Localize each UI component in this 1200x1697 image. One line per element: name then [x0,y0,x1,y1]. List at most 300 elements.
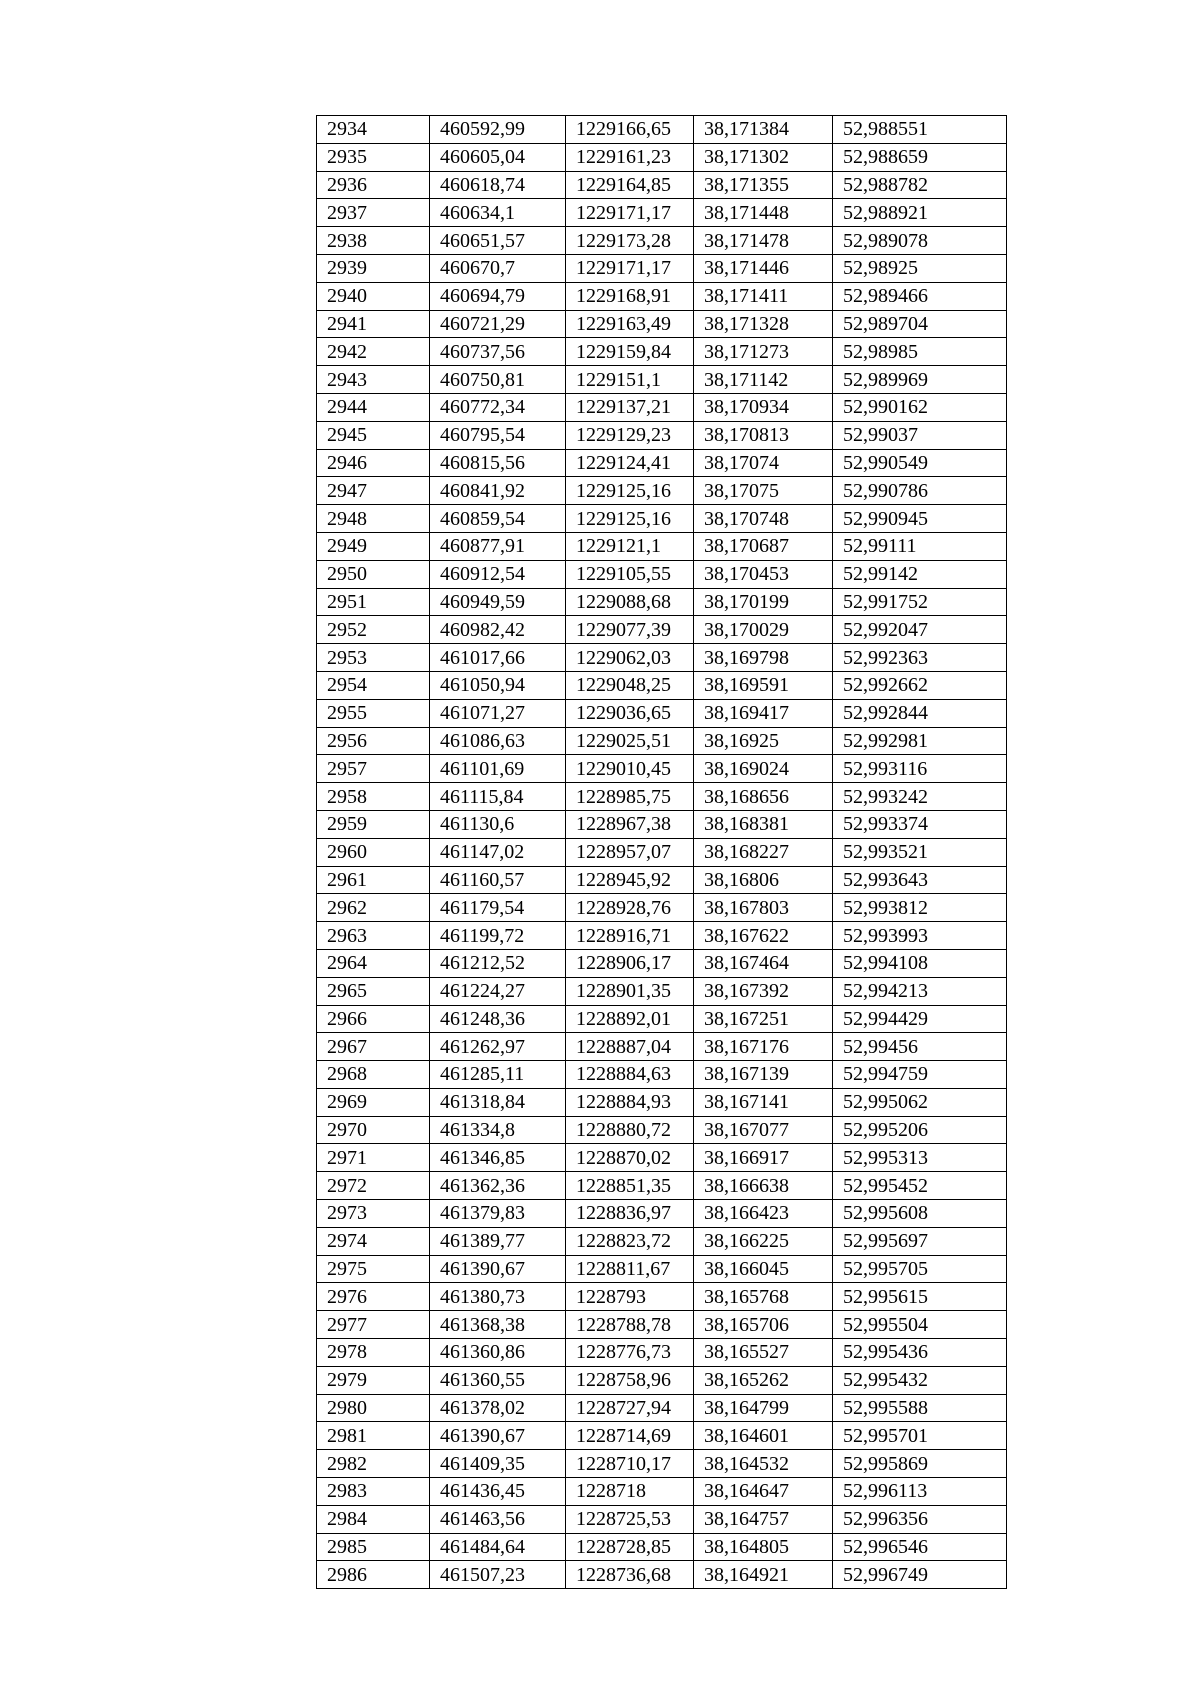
table-row [317,1450,1007,1478]
y-coordinate-cell: 1229125,16 [566,477,694,505]
latitude-cell: 52,995588 [833,1394,1007,1422]
table-row [317,1339,1007,1367]
table-row [317,894,1007,922]
x-coordinate-cell: 461071,27 [430,699,566,727]
latitude-cell: 52,995206 [833,1116,1007,1144]
x-coordinate-cell: 461360,86 [430,1339,566,1367]
point-number-cell: 2934 [317,116,430,144]
latitude-cell: 52,993993 [833,922,1007,950]
x-coordinate-cell: 460651,57 [430,227,566,255]
latitude-cell: 52,99142 [833,560,1007,588]
x-coordinate-cell: 460605,04 [430,143,566,171]
point-number-cell: 2935 [317,143,430,171]
x-coordinate-cell: 460694,79 [430,282,566,310]
x-coordinate-cell: 461368,38 [430,1311,566,1339]
longitude-cell: 38,170029 [694,616,833,644]
latitude-cell: 52,98925 [833,254,1007,282]
point-number-cell: 2972 [317,1172,430,1200]
latitude-cell: 52,989466 [833,282,1007,310]
table-row [317,1283,1007,1311]
point-number-cell: 2976 [317,1283,430,1311]
x-coordinate-cell: 461362,36 [430,1172,566,1200]
y-coordinate-cell: 1229166,65 [566,116,694,144]
longitude-cell: 38,166917 [694,1144,833,1172]
point-number-cell: 2944 [317,393,430,421]
y-coordinate-cell: 1228870,02 [566,1144,694,1172]
y-coordinate-cell: 1229168,91 [566,282,694,310]
latitude-cell: 52,992981 [833,727,1007,755]
table-row [317,949,1007,977]
longitude-cell: 38,170813 [694,421,833,449]
longitude-cell: 38,164647 [694,1478,833,1506]
y-coordinate-cell: 1229137,21 [566,393,694,421]
y-coordinate-cell: 1228957,07 [566,838,694,866]
longitude-cell: 38,170453 [694,560,833,588]
x-coordinate-cell: 460670,7 [430,254,566,282]
y-coordinate-cell: 1228945,92 [566,866,694,894]
table-row [317,1533,1007,1561]
point-number-cell: 2979 [317,1366,430,1394]
point-number-cell: 2938 [317,227,430,255]
y-coordinate-cell: 1228887,04 [566,1033,694,1061]
table-row [317,1366,1007,1394]
table-row [317,866,1007,894]
point-number-cell: 2966 [317,1005,430,1033]
x-coordinate-cell: 461017,66 [430,644,566,672]
table-row [317,1394,1007,1422]
longitude-cell: 38,17074 [694,449,833,477]
point-number-cell: 2961 [317,866,430,894]
y-coordinate-cell: 1229121,1 [566,532,694,560]
latitude-cell: 52,995432 [833,1366,1007,1394]
y-coordinate-cell: 1229010,45 [566,755,694,783]
table-row [317,1005,1007,1033]
x-coordinate-cell: 460982,42 [430,616,566,644]
table-row [317,393,1007,421]
longitude-cell: 38,165527 [694,1339,833,1367]
latitude-cell: 52,993812 [833,894,1007,922]
x-coordinate-cell: 461463,56 [430,1505,566,1533]
table-row [317,616,1007,644]
point-number-cell: 2946 [317,449,430,477]
x-coordinate-cell: 460737,56 [430,338,566,366]
longitude-cell: 38,170748 [694,505,833,533]
table-row [317,282,1007,310]
longitude-cell: 38,166225 [694,1227,833,1255]
longitude-cell: 38,165768 [694,1283,833,1311]
x-coordinate-cell: 461248,36 [430,1005,566,1033]
point-number-cell: 2982 [317,1450,430,1478]
point-number-cell: 2940 [317,282,430,310]
table-row [317,449,1007,477]
point-number-cell: 2983 [317,1478,430,1506]
latitude-cell: 52,989704 [833,310,1007,338]
table-row [317,1505,1007,1533]
y-coordinate-cell: 1229171,17 [566,254,694,282]
longitude-cell: 38,169024 [694,755,833,783]
y-coordinate-cell: 1229159,84 [566,338,694,366]
table-row [317,699,1007,727]
x-coordinate-cell: 461130,6 [430,810,566,838]
y-coordinate-cell: 1228906,17 [566,949,694,977]
point-number-cell: 2985 [317,1533,430,1561]
latitude-cell: 52,988551 [833,116,1007,144]
latitude-cell: 52,993521 [833,838,1007,866]
table-row [317,1422,1007,1450]
longitude-cell: 38,167464 [694,949,833,977]
latitude-cell: 52,988782 [833,171,1007,199]
x-coordinate-cell: 460592,99 [430,116,566,144]
x-coordinate-cell: 460859,54 [430,505,566,533]
y-coordinate-cell: 1229036,65 [566,699,694,727]
latitude-cell: 52,994108 [833,949,1007,977]
latitude-cell: 52,989078 [833,227,1007,255]
y-coordinate-cell: 1228727,94 [566,1394,694,1422]
longitude-cell: 38,171328 [694,310,833,338]
latitude-cell: 52,995504 [833,1311,1007,1339]
y-coordinate-cell: 1228880,72 [566,1116,694,1144]
point-number-cell: 2978 [317,1339,430,1367]
y-coordinate-cell: 1229129,23 [566,421,694,449]
point-number-cell: 2974 [317,1227,430,1255]
longitude-cell: 38,171384 [694,116,833,144]
x-coordinate-cell: 460750,81 [430,366,566,394]
longitude-cell: 38,16925 [694,727,833,755]
table-row [317,338,1007,366]
y-coordinate-cell: 1228916,71 [566,922,694,950]
table-row [317,171,1007,199]
point-number-cell: 2968 [317,1061,430,1089]
y-coordinate-cell: 1228725,53 [566,1505,694,1533]
latitude-cell: 52,995313 [833,1144,1007,1172]
table-row [317,1033,1007,1061]
longitude-cell: 38,171355 [694,171,833,199]
longitude-cell: 38,17075 [694,477,833,505]
x-coordinate-cell: 461160,57 [430,866,566,894]
longitude-cell: 38,167251 [694,1005,833,1033]
point-number-cell: 2955 [317,699,430,727]
table-row [317,783,1007,811]
table-row [317,727,1007,755]
latitude-cell: 52,993116 [833,755,1007,783]
coordinates-table-body [317,116,1007,1589]
longitude-cell: 38,170687 [694,532,833,560]
longitude-cell: 38,169417 [694,699,833,727]
x-coordinate-cell: 461390,67 [430,1255,566,1283]
table-row [317,1255,1007,1283]
y-coordinate-cell: 1229025,51 [566,727,694,755]
table-row [317,477,1007,505]
x-coordinate-cell: 461147,02 [430,838,566,866]
point-number-cell: 2964 [317,949,430,977]
table-row [317,1116,1007,1144]
x-coordinate-cell: 461334,8 [430,1116,566,1144]
longitude-cell: 38,164799 [694,1394,833,1422]
y-coordinate-cell: 1229077,39 [566,616,694,644]
latitude-cell: 52,990945 [833,505,1007,533]
latitude-cell: 52,996749 [833,1561,1007,1589]
y-coordinate-cell: 1229105,55 [566,560,694,588]
longitude-cell: 38,171446 [694,254,833,282]
y-coordinate-cell: 1229048,25 [566,671,694,699]
y-coordinate-cell: 1228714,69 [566,1422,694,1450]
point-number-cell: 2941 [317,310,430,338]
latitude-cell: 52,990549 [833,449,1007,477]
x-coordinate-cell: 461262,97 [430,1033,566,1061]
point-number-cell: 2986 [317,1561,430,1589]
point-number-cell: 2952 [317,616,430,644]
latitude-cell: 52,99037 [833,421,1007,449]
point-number-cell: 2977 [317,1311,430,1339]
x-coordinate-cell: 461318,84 [430,1088,566,1116]
y-coordinate-cell: 1228776,73 [566,1339,694,1367]
table-row [317,838,1007,866]
y-coordinate-cell: 1229171,17 [566,199,694,227]
x-coordinate-cell: 460618,74 [430,171,566,199]
longitude-cell: 38,166423 [694,1200,833,1228]
x-coordinate-cell: 461379,83 [430,1200,566,1228]
longitude-cell: 38,166638 [694,1172,833,1200]
point-number-cell: 2957 [317,755,430,783]
latitude-cell: 52,994213 [833,977,1007,1005]
point-number-cell: 2980 [317,1394,430,1422]
latitude-cell: 52,993643 [833,866,1007,894]
longitude-cell: 38,169591 [694,671,833,699]
table-row [317,755,1007,783]
point-number-cell: 2981 [317,1422,430,1450]
x-coordinate-cell: 461360,55 [430,1366,566,1394]
latitude-cell: 52,996356 [833,1505,1007,1533]
table-row [317,532,1007,560]
table-row [317,1144,1007,1172]
y-coordinate-cell: 1228710,17 [566,1450,694,1478]
point-number-cell: 2949 [317,532,430,560]
longitude-cell: 38,171411 [694,282,833,310]
y-coordinate-cell: 1228892,01 [566,1005,694,1033]
latitude-cell: 52,995436 [833,1339,1007,1367]
table-row [317,116,1007,144]
point-number-cell: 2953 [317,644,430,672]
point-number-cell: 2973 [317,1200,430,1228]
y-coordinate-cell: 1229124,41 [566,449,694,477]
latitude-cell: 52,992844 [833,699,1007,727]
y-coordinate-cell: 1229062,03 [566,644,694,672]
x-coordinate-cell: 460841,92 [430,477,566,505]
x-coordinate-cell: 461507,23 [430,1561,566,1589]
y-coordinate-cell: 1228967,38 [566,810,694,838]
latitude-cell: 52,992047 [833,616,1007,644]
y-coordinate-cell: 1229163,49 [566,310,694,338]
point-number-cell: 2959 [317,810,430,838]
point-number-cell: 2967 [317,1033,430,1061]
point-number-cell: 2942 [317,338,430,366]
y-coordinate-cell: 1228736,68 [566,1561,694,1589]
longitude-cell: 38,164921 [694,1561,833,1589]
latitude-cell: 52,996113 [833,1478,1007,1506]
y-coordinate-cell: 1228884,63 [566,1061,694,1089]
longitude-cell: 38,164805 [694,1533,833,1561]
x-coordinate-cell: 461346,85 [430,1144,566,1172]
point-number-cell: 2969 [317,1088,430,1116]
table-row [317,227,1007,255]
x-coordinate-cell: 461101,69 [430,755,566,783]
y-coordinate-cell: 1228718 [566,1478,694,1506]
x-coordinate-cell: 460772,34 [430,393,566,421]
y-coordinate-cell: 1228901,35 [566,977,694,1005]
longitude-cell: 38,167803 [694,894,833,922]
longitude-cell: 38,169798 [694,644,833,672]
x-coordinate-cell: 460949,59 [430,588,566,616]
point-number-cell: 2937 [317,199,430,227]
longitude-cell: 38,168656 [694,783,833,811]
y-coordinate-cell: 1228811,67 [566,1255,694,1283]
latitude-cell: 52,990162 [833,393,1007,421]
latitude-cell: 52,995701 [833,1422,1007,1450]
latitude-cell: 52,996546 [833,1533,1007,1561]
longitude-cell: 38,170199 [694,588,833,616]
table-row [317,1061,1007,1089]
y-coordinate-cell: 1228793 [566,1283,694,1311]
y-coordinate-cell: 1229161,23 [566,143,694,171]
y-coordinate-cell: 1228836,97 [566,1200,694,1228]
table-row [317,1561,1007,1589]
x-coordinate-cell: 461224,27 [430,977,566,1005]
latitude-cell: 52,994429 [833,1005,1007,1033]
y-coordinate-cell: 1228758,96 [566,1366,694,1394]
table-row [317,1172,1007,1200]
longitude-cell: 38,167176 [694,1033,833,1061]
longitude-cell: 38,168227 [694,838,833,866]
x-coordinate-cell: 461086,63 [430,727,566,755]
latitude-cell: 52,995608 [833,1200,1007,1228]
y-coordinate-cell: 1228884,93 [566,1088,694,1116]
latitude-cell: 52,994759 [833,1061,1007,1089]
coordinates-table [316,115,1007,1589]
latitude-cell: 52,993242 [833,783,1007,811]
x-coordinate-cell: 460634,1 [430,199,566,227]
point-number-cell: 2943 [317,366,430,394]
latitude-cell: 52,991752 [833,588,1007,616]
x-coordinate-cell: 461378,02 [430,1394,566,1422]
longitude-cell: 38,167077 [694,1116,833,1144]
point-number-cell: 2965 [317,977,430,1005]
latitude-cell: 52,98985 [833,338,1007,366]
y-coordinate-cell: 1229164,85 [566,171,694,199]
latitude-cell: 52,992662 [833,671,1007,699]
longitude-cell: 38,167141 [694,1088,833,1116]
longitude-cell: 38,171142 [694,366,833,394]
table-row [317,254,1007,282]
point-number-cell: 2971 [317,1144,430,1172]
x-coordinate-cell: 461199,72 [430,922,566,950]
longitude-cell: 38,167622 [694,922,833,950]
latitude-cell: 52,995869 [833,1450,1007,1478]
table-row [317,1227,1007,1255]
latitude-cell: 52,992363 [833,644,1007,672]
longitude-cell: 38,170934 [694,393,833,421]
longitude-cell: 38,171478 [694,227,833,255]
table-row [317,560,1007,588]
point-number-cell: 2954 [317,671,430,699]
table-row [317,1200,1007,1228]
x-coordinate-cell: 461409,35 [430,1450,566,1478]
x-coordinate-cell: 461436,45 [430,1478,566,1506]
x-coordinate-cell: 461380,73 [430,1283,566,1311]
longitude-cell: 38,164532 [694,1450,833,1478]
table-row [317,644,1007,672]
x-coordinate-cell: 461285,11 [430,1061,566,1089]
latitude-cell: 52,995452 [833,1172,1007,1200]
point-number-cell: 2951 [317,588,430,616]
x-coordinate-cell: 461390,67 [430,1422,566,1450]
table-row [317,671,1007,699]
point-number-cell: 2939 [317,254,430,282]
y-coordinate-cell: 1228823,72 [566,1227,694,1255]
latitude-cell: 52,99111 [833,532,1007,560]
point-number-cell: 2975 [317,1255,430,1283]
table-row [317,588,1007,616]
longitude-cell: 38,164601 [694,1422,833,1450]
point-number-cell: 2950 [317,560,430,588]
latitude-cell: 52,988659 [833,143,1007,171]
y-coordinate-cell: 1229088,68 [566,588,694,616]
point-number-cell: 2945 [317,421,430,449]
latitude-cell: 52,990786 [833,477,1007,505]
x-coordinate-cell: 461484,64 [430,1533,566,1561]
point-number-cell: 2963 [317,922,430,950]
x-coordinate-cell: 460815,56 [430,449,566,477]
longitude-cell: 38,166045 [694,1255,833,1283]
longitude-cell: 38,167139 [694,1061,833,1089]
table-row [317,1088,1007,1116]
table-row [317,505,1007,533]
x-coordinate-cell: 461212,52 [430,949,566,977]
table-row [317,143,1007,171]
x-coordinate-cell: 461115,84 [430,783,566,811]
table-row [317,1311,1007,1339]
latitude-cell: 52,995615 [833,1283,1007,1311]
longitude-cell: 38,164757 [694,1505,833,1533]
x-coordinate-cell: 461050,94 [430,671,566,699]
table-row [317,310,1007,338]
point-number-cell: 2936 [317,171,430,199]
x-coordinate-cell: 460795,54 [430,421,566,449]
table-row [317,199,1007,227]
longitude-cell: 38,165262 [694,1366,833,1394]
y-coordinate-cell: 1229151,1 [566,366,694,394]
latitude-cell: 52,989969 [833,366,1007,394]
x-coordinate-cell: 460912,54 [430,560,566,588]
table-row [317,922,1007,950]
point-number-cell: 2970 [317,1116,430,1144]
longitude-cell: 38,171302 [694,143,833,171]
table-row [317,366,1007,394]
latitude-cell: 52,995062 [833,1088,1007,1116]
latitude-cell: 52,995705 [833,1255,1007,1283]
table-row [317,1478,1007,1506]
y-coordinate-cell: 1229125,16 [566,505,694,533]
latitude-cell: 52,988921 [833,199,1007,227]
latitude-cell: 52,99456 [833,1033,1007,1061]
longitude-cell: 38,171448 [694,199,833,227]
point-number-cell: 2956 [317,727,430,755]
x-coordinate-cell: 460877,91 [430,532,566,560]
longitude-cell: 38,168381 [694,810,833,838]
y-coordinate-cell: 1228788,78 [566,1311,694,1339]
y-coordinate-cell: 1228928,76 [566,894,694,922]
longitude-cell: 38,171273 [694,338,833,366]
latitude-cell: 52,993374 [833,810,1007,838]
